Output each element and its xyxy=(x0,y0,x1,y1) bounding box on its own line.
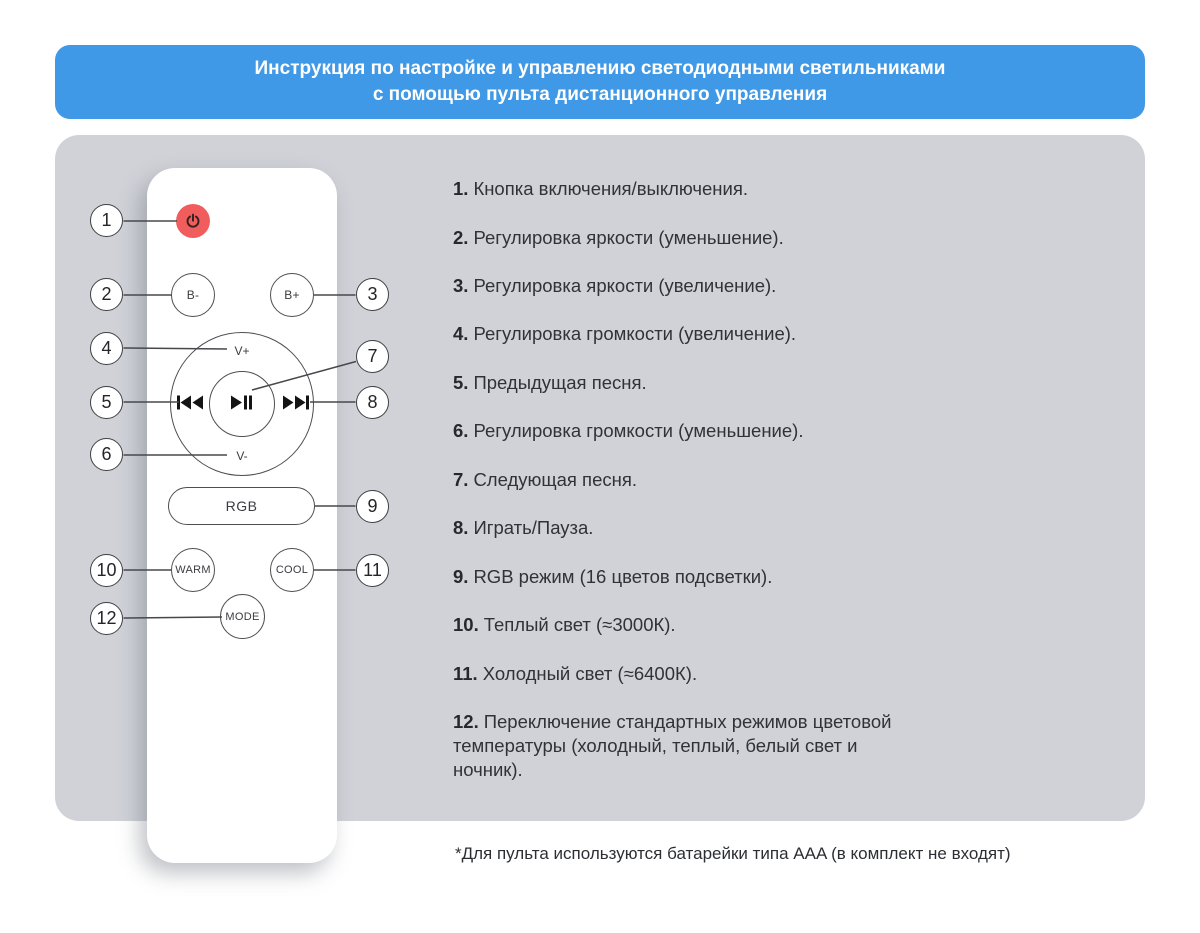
instruction-item-2 xyxy=(453,226,905,250)
callout-7: 7 xyxy=(356,340,389,373)
instruction-item-5 xyxy=(453,371,905,395)
item-text: Кнопка включения/выключения. xyxy=(473,178,749,199)
callout-4: 4 xyxy=(90,332,123,365)
callout-1: 1 xyxy=(90,204,123,237)
remote-control xyxy=(147,168,337,863)
callout-11: 11 xyxy=(356,554,389,587)
volume-down-button[interactable] xyxy=(217,449,267,463)
previous-track-icon xyxy=(177,395,203,410)
callout-10: 10 xyxy=(90,554,123,587)
item-text: Предыдущая песня. xyxy=(473,372,647,393)
item-number: 1. xyxy=(453,178,469,199)
instruction-item-8 xyxy=(453,516,905,540)
cool-label: COOL xyxy=(275,564,309,576)
mode-button[interactable] xyxy=(220,594,265,639)
header-banner xyxy=(55,45,1145,119)
item-text: Регулировка громкости (увеличение). xyxy=(473,323,797,344)
item-number: 5. xyxy=(453,372,469,393)
item-text: Регулировка яркости (увеличение). xyxy=(473,275,777,296)
item-number: 7. xyxy=(453,469,469,490)
item-number: 12. xyxy=(453,711,479,732)
warm-label: WARM xyxy=(175,564,211,576)
instruction-item-1 xyxy=(453,177,905,201)
volume-up-label: V+ xyxy=(234,344,250,358)
item-text: Холодный свет (≈6400К). xyxy=(482,663,698,684)
instruction-item-9 xyxy=(453,565,905,589)
instruction-item-7 xyxy=(453,468,905,492)
warm-light-button[interactable] xyxy=(171,548,215,592)
rgb-label: RGB xyxy=(225,498,258,514)
instruction-item-3 xyxy=(453,274,905,298)
callout-8: 8 xyxy=(356,386,389,419)
cool-light-button[interactable] xyxy=(270,548,314,592)
mode-label: MODE xyxy=(225,610,260,623)
callout-3: 3 xyxy=(356,278,389,311)
callout-5: 5 xyxy=(90,386,123,419)
item-number: 6. xyxy=(453,420,469,441)
play-pause-button[interactable] xyxy=(231,395,252,410)
item-number: 11. xyxy=(453,663,478,684)
item-number: 4. xyxy=(453,323,469,344)
play-pause-icon xyxy=(231,395,252,410)
item-number: 10. xyxy=(453,614,479,635)
item-text: Регулировка яркости (уменьшение). xyxy=(473,227,784,248)
item-text: Теплый свет (≈3000К). xyxy=(483,614,676,635)
brightness-up-button[interactable] xyxy=(270,273,314,317)
instruction-item-12 xyxy=(453,710,898,782)
callout-9: 9 xyxy=(356,490,389,523)
brightness-up-label: B+ xyxy=(284,288,300,302)
item-number: 8. xyxy=(453,517,469,538)
item-number: 3. xyxy=(453,275,469,296)
instruction-item-11 xyxy=(453,662,905,686)
callout-6: 6 xyxy=(90,438,123,471)
item-text: Играть/Пауза. xyxy=(473,517,594,538)
brightness-down-label: B- xyxy=(186,288,200,302)
header-title-line1: Инструкция по настройке и управлению светодиодными светильниками xyxy=(254,58,946,79)
instruction-item-10 xyxy=(453,613,905,637)
item-text: Следующая песня. xyxy=(473,469,637,490)
rgb-mode-button[interactable] xyxy=(168,487,315,525)
item-number: 2. xyxy=(453,227,469,248)
instruction-item-6 xyxy=(453,419,905,443)
item-text: Переключение стандартных режимов цветовой температуры (холодный, теплый, белый свет и ночник). xyxy=(453,711,892,780)
item-text: RGB режим (16 цветов подсветки). xyxy=(473,566,773,587)
next-track-icon xyxy=(283,395,309,410)
callout-12: 12 xyxy=(90,602,123,635)
power-icon xyxy=(184,212,202,230)
power-button[interactable] xyxy=(176,204,210,238)
item-text: Регулировка громкости (уменьшение). xyxy=(473,420,804,441)
previous-track-button[interactable] xyxy=(177,395,203,410)
header-title-line2: с помощью пульта дистанционного управления xyxy=(372,84,828,105)
battery-footnote: *Для пульта используются батарейки типа AAA (в комплект не входят) xyxy=(455,844,1011,863)
next-track-button[interactable] xyxy=(283,395,309,410)
brightness-down-button[interactable] xyxy=(171,273,215,317)
volume-up-button[interactable] xyxy=(217,344,267,358)
item-number: 9. xyxy=(453,566,469,587)
instruction-item-4 xyxy=(453,322,905,346)
volume-down-label: V- xyxy=(236,449,248,463)
callout-2: 2 xyxy=(90,278,123,311)
